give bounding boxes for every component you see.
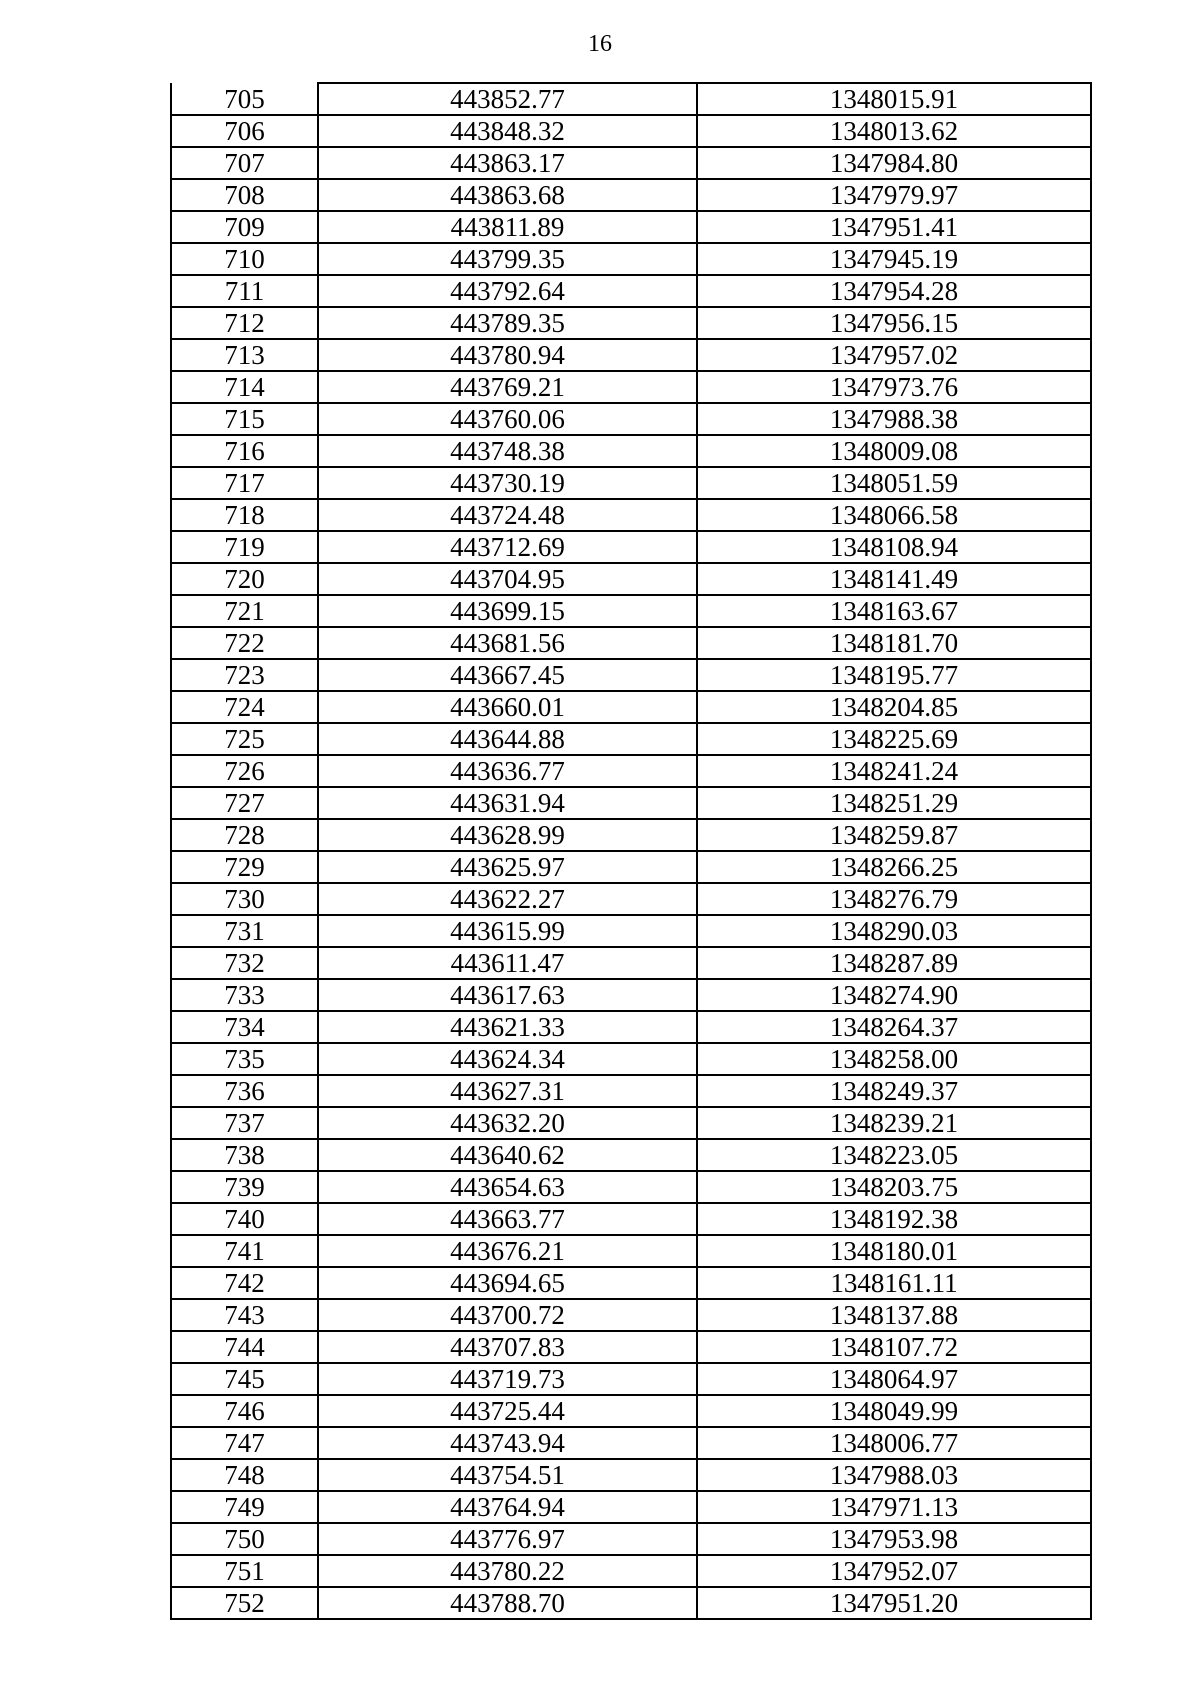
x-coordinate-cell: 443848.32 — [318, 115, 697, 147]
x-coordinate-cell: 443712.69 — [318, 531, 697, 563]
table-row — [171, 1043, 1091, 1075]
y-coordinate-cell: 1347973.76 — [697, 371, 1091, 403]
x-coordinate-cell: 443724.48 — [318, 499, 697, 531]
x-coordinate-cell: 443760.06 — [318, 403, 697, 435]
table-row — [171, 787, 1091, 819]
x-coordinate-cell: 443654.63 — [318, 1171, 697, 1203]
point-number-cell: 731 — [171, 915, 318, 947]
point-number-cell: 738 — [171, 1139, 318, 1171]
point-number-cell: 723 — [171, 659, 318, 691]
y-coordinate-cell: 1348108.94 — [697, 531, 1091, 563]
x-coordinate-cell: 443694.65 — [318, 1267, 697, 1299]
x-coordinate-cell: 443780.22 — [318, 1555, 697, 1587]
table-row — [171, 1171, 1091, 1203]
table-row — [171, 947, 1091, 979]
x-coordinate-cell: 443699.15 — [318, 595, 697, 627]
table-row — [171, 1139, 1091, 1171]
point-number-cell: 709 — [171, 211, 318, 243]
point-number-cell: 717 — [171, 467, 318, 499]
page-number: 16 — [588, 31, 612, 57]
y-coordinate-cell: 1348239.21 — [697, 1107, 1091, 1139]
table-row — [171, 851, 1091, 883]
point-number-cell: 735 — [171, 1043, 318, 1075]
y-coordinate-cell: 1348266.25 — [697, 851, 1091, 883]
table-row — [171, 1107, 1091, 1139]
x-coordinate-cell: 443611.47 — [318, 947, 697, 979]
x-coordinate-cell: 443644.88 — [318, 723, 697, 755]
y-coordinate-cell: 1348137.88 — [697, 1299, 1091, 1331]
table-row — [171, 211, 1091, 243]
y-coordinate-cell: 1348107.72 — [697, 1331, 1091, 1363]
table-row — [171, 1203, 1091, 1235]
x-coordinate-cell: 443707.83 — [318, 1331, 697, 1363]
table-row — [171, 371, 1091, 403]
point-number-cell: 724 — [171, 691, 318, 723]
table-row — [171, 403, 1091, 435]
table-row — [171, 1011, 1091, 1043]
x-coordinate-cell: 443628.99 — [318, 819, 697, 851]
table-row — [171, 1363, 1091, 1395]
point-number-cell: 713 — [171, 339, 318, 371]
table-row — [171, 1331, 1091, 1363]
x-coordinate-cell: 443788.70 — [318, 1587, 697, 1619]
y-coordinate-cell: 1348290.03 — [697, 915, 1091, 947]
y-coordinate-cell: 1348141.49 — [697, 563, 1091, 595]
x-coordinate-cell: 443863.17 — [318, 147, 697, 179]
table-row — [171, 915, 1091, 947]
x-coordinate-cell: 443667.45 — [318, 659, 697, 691]
x-coordinate-cell: 443621.33 — [318, 1011, 697, 1043]
point-number-cell: 736 — [171, 1075, 318, 1107]
table-row — [171, 1459, 1091, 1491]
point-number-cell: 730 — [171, 883, 318, 915]
x-coordinate-cell: 443769.21 — [318, 371, 697, 403]
y-coordinate-cell: 1347957.02 — [697, 339, 1091, 371]
y-coordinate-cell: 1348241.24 — [697, 755, 1091, 787]
table-row — [171, 979, 1091, 1011]
point-number-cell: 706 — [171, 115, 318, 147]
coordinate-table-body — [171, 83, 1091, 1619]
x-coordinate-cell: 443632.20 — [318, 1107, 697, 1139]
y-coordinate-cell: 1348009.08 — [697, 435, 1091, 467]
x-coordinate-cell: 443625.97 — [318, 851, 697, 883]
y-coordinate-cell: 1347945.19 — [697, 243, 1091, 275]
point-number-cell: 712 — [171, 307, 318, 339]
table-row — [171, 179, 1091, 211]
point-number-cell: 747 — [171, 1427, 318, 1459]
x-coordinate-cell: 443704.95 — [318, 563, 697, 595]
x-coordinate-cell: 443640.62 — [318, 1139, 697, 1171]
table-row — [171, 307, 1091, 339]
y-coordinate-cell: 1348264.37 — [697, 1011, 1091, 1043]
y-coordinate-cell: 1348258.00 — [697, 1043, 1091, 1075]
point-number-cell: 743 — [171, 1299, 318, 1331]
point-number-cell: 745 — [171, 1363, 318, 1395]
point-number-cell: 726 — [171, 755, 318, 787]
y-coordinate-cell: 1348223.05 — [697, 1139, 1091, 1171]
x-coordinate-cell: 443863.68 — [318, 179, 697, 211]
table-row — [171, 275, 1091, 307]
y-coordinate-cell: 1347971.13 — [697, 1491, 1091, 1523]
point-number-cell: 729 — [171, 851, 318, 883]
point-number-cell: 716 — [171, 435, 318, 467]
y-coordinate-cell: 1347951.20 — [697, 1587, 1091, 1619]
point-number-cell: 708 — [171, 179, 318, 211]
point-number-cell: 739 — [171, 1171, 318, 1203]
x-coordinate-cell: 443617.63 — [318, 979, 697, 1011]
table-row — [171, 627, 1091, 659]
y-coordinate-cell: 1348064.97 — [697, 1363, 1091, 1395]
y-coordinate-cell: 1348163.67 — [697, 595, 1091, 627]
y-coordinate-cell: 1348180.01 — [697, 1235, 1091, 1267]
point-number-cell: 734 — [171, 1011, 318, 1043]
table-row — [171, 531, 1091, 563]
point-number-cell: 746 — [171, 1395, 318, 1427]
table-row — [171, 1267, 1091, 1299]
table-row — [171, 1427, 1091, 1459]
table-row — [171, 883, 1091, 915]
point-number-cell: 727 — [171, 787, 318, 819]
x-coordinate-cell: 443754.51 — [318, 1459, 697, 1491]
x-coordinate-cell: 443743.94 — [318, 1427, 697, 1459]
y-coordinate-cell: 1347951.41 — [697, 211, 1091, 243]
y-coordinate-cell: 1348259.87 — [697, 819, 1091, 851]
x-coordinate-cell: 443748.38 — [318, 435, 697, 467]
x-coordinate-cell: 443660.01 — [318, 691, 697, 723]
point-number-cell: 750 — [171, 1523, 318, 1555]
point-number-cell: 744 — [171, 1331, 318, 1363]
y-coordinate-cell: 1348249.37 — [697, 1075, 1091, 1107]
point-number-cell: 721 — [171, 595, 318, 627]
table-row — [171, 1235, 1091, 1267]
x-coordinate-cell: 443676.21 — [318, 1235, 697, 1267]
x-coordinate-cell: 443719.73 — [318, 1363, 697, 1395]
point-number-cell: 710 — [171, 243, 318, 275]
x-coordinate-cell: 443631.94 — [318, 787, 697, 819]
y-coordinate-cell: 1348049.99 — [697, 1395, 1091, 1427]
x-coordinate-cell: 443730.19 — [318, 467, 697, 499]
point-number-cell: 752 — [171, 1587, 318, 1619]
point-number-cell: 718 — [171, 499, 318, 531]
x-coordinate-cell: 443624.34 — [318, 1043, 697, 1075]
y-coordinate-cell: 1348051.59 — [697, 467, 1091, 499]
point-number-cell: 740 — [171, 1203, 318, 1235]
x-coordinate-cell: 443799.35 — [318, 243, 697, 275]
y-coordinate-cell: 1348192.38 — [697, 1203, 1091, 1235]
point-number-cell: 751 — [171, 1555, 318, 1587]
coordinate-table — [170, 82, 1092, 1620]
table-row — [171, 595, 1091, 627]
y-coordinate-cell: 1347956.15 — [697, 307, 1091, 339]
point-number-cell: 705 — [171, 83, 318, 115]
y-coordinate-cell: 1348287.89 — [697, 947, 1091, 979]
x-coordinate-cell: 443681.56 — [318, 627, 697, 659]
point-number-cell: 715 — [171, 403, 318, 435]
table-row — [171, 1491, 1091, 1523]
table-row — [171, 1587, 1091, 1619]
y-coordinate-cell: 1347953.98 — [697, 1523, 1091, 1555]
point-number-cell: 733 — [171, 979, 318, 1011]
point-number-cell: 742 — [171, 1267, 318, 1299]
point-number-cell: 722 — [171, 627, 318, 659]
y-coordinate-cell: 1348274.90 — [697, 979, 1091, 1011]
table-row — [171, 243, 1091, 275]
y-coordinate-cell: 1347979.97 — [697, 179, 1091, 211]
point-number-cell: 720 — [171, 563, 318, 595]
y-coordinate-cell: 1348015.91 — [697, 83, 1091, 115]
y-coordinate-cell: 1348181.70 — [697, 627, 1091, 659]
point-number-cell: 748 — [171, 1459, 318, 1491]
table-row — [171, 755, 1091, 787]
y-coordinate-cell: 1348251.29 — [697, 787, 1091, 819]
x-coordinate-cell: 443789.35 — [318, 307, 697, 339]
table-row — [171, 1299, 1091, 1331]
table-row — [171, 435, 1091, 467]
y-coordinate-cell: 1348161.11 — [697, 1267, 1091, 1299]
x-coordinate-cell: 443627.31 — [318, 1075, 697, 1107]
table-row — [171, 691, 1091, 723]
point-number-cell: 732 — [171, 947, 318, 979]
y-coordinate-cell: 1348006.77 — [697, 1427, 1091, 1459]
x-coordinate-cell: 443852.77 — [318, 83, 697, 115]
x-coordinate-cell: 443636.77 — [318, 755, 697, 787]
table-row — [171, 819, 1091, 851]
x-coordinate-cell: 443725.44 — [318, 1395, 697, 1427]
x-coordinate-cell: 443764.94 — [318, 1491, 697, 1523]
table-row — [171, 659, 1091, 691]
y-coordinate-cell: 1348203.75 — [697, 1171, 1091, 1203]
point-number-cell: 711 — [171, 275, 318, 307]
x-coordinate-cell: 443811.89 — [318, 211, 697, 243]
point-number-cell: 707 — [171, 147, 318, 179]
x-coordinate-cell: 443700.72 — [318, 1299, 697, 1331]
point-number-cell: 714 — [171, 371, 318, 403]
table-row — [171, 339, 1091, 371]
y-coordinate-cell: 1348195.77 — [697, 659, 1091, 691]
y-coordinate-cell: 1348276.79 — [697, 883, 1091, 915]
point-number-cell: 728 — [171, 819, 318, 851]
y-coordinate-cell: 1347984.80 — [697, 147, 1091, 179]
point-number-cell: 719 — [171, 531, 318, 563]
x-coordinate-cell: 443615.99 — [318, 915, 697, 947]
table-row — [171, 499, 1091, 531]
point-number-cell: 725 — [171, 723, 318, 755]
y-coordinate-cell: 1348013.62 — [697, 115, 1091, 147]
table-row — [171, 147, 1091, 179]
y-coordinate-cell: 1348204.85 — [697, 691, 1091, 723]
table-row — [171, 1075, 1091, 1107]
table-row — [171, 723, 1091, 755]
y-coordinate-cell: 1347988.03 — [697, 1459, 1091, 1491]
point-number-cell: 741 — [171, 1235, 318, 1267]
table-row — [171, 115, 1091, 147]
point-number-cell: 749 — [171, 1491, 318, 1523]
y-coordinate-cell: 1347952.07 — [697, 1555, 1091, 1587]
x-coordinate-cell: 443622.27 — [318, 883, 697, 915]
x-coordinate-cell: 443792.64 — [318, 275, 697, 307]
table-row — [171, 83, 1091, 115]
x-coordinate-cell: 443780.94 — [318, 339, 697, 371]
table-row — [171, 563, 1091, 595]
y-coordinate-cell: 1347988.38 — [697, 403, 1091, 435]
table-row — [171, 467, 1091, 499]
table-row — [171, 1395, 1091, 1427]
y-coordinate-cell: 1348066.58 — [697, 499, 1091, 531]
y-coordinate-cell: 1347954.28 — [697, 275, 1091, 307]
x-coordinate-cell: 443663.77 — [318, 1203, 697, 1235]
table-row — [171, 1555, 1091, 1587]
x-coordinate-cell: 443776.97 — [318, 1523, 697, 1555]
y-coordinate-cell: 1348225.69 — [697, 723, 1091, 755]
table-row — [171, 1523, 1091, 1555]
point-number-cell: 737 — [171, 1107, 318, 1139]
